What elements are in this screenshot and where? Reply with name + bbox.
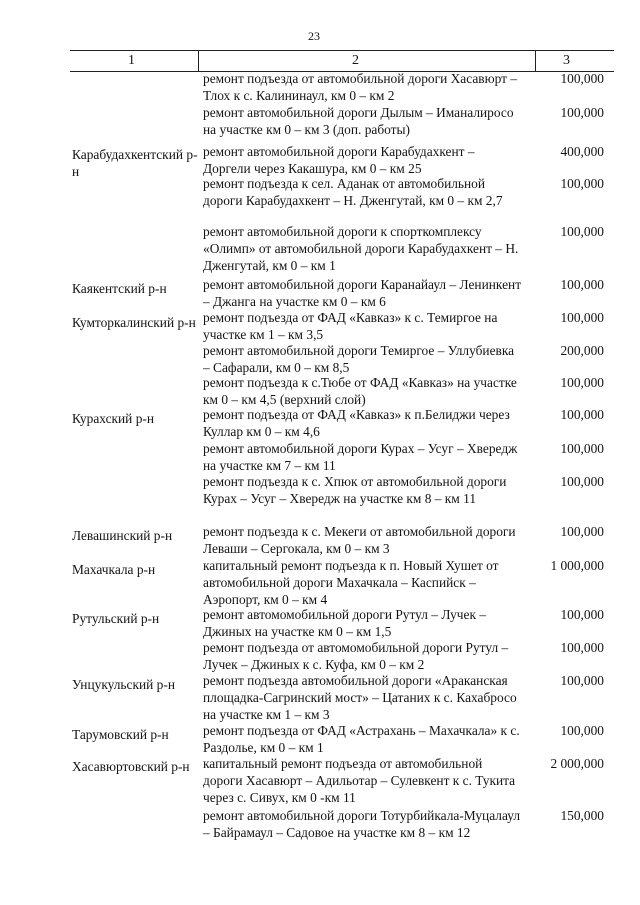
work-description: ремонт подъезда к с. Хпюк от автомобильной дороги Курах – Усуг – Хвередж на участке км 8 – км 11 (203, 474, 507, 506)
amount: 100,000 (560, 640, 604, 655)
district-name: Махачкала р-н (72, 562, 156, 577)
column-divider (535, 51, 536, 71)
work-description: ремонт подъезда к сел. Аданак от автомобильной дороги Карабудахкент – Н. Дженгутай, км 0 – км 2,7 (203, 176, 503, 208)
district-name: Карабудахкентский р-н (72, 147, 198, 179)
work-description: ремонт автомобильной дороги Карабудахкент – Доргели через Какашура, км 0 – км 25 (203, 144, 475, 176)
header-col-1: 1 (128, 53, 135, 68)
amount: 100,000 (560, 474, 604, 489)
work-description: ремонт подъезда от ФАД «Астрахань – Махачкала» к с. Раздолье, км 0 – км 1 (203, 723, 520, 755)
district-name: Курахский р-н (72, 411, 155, 426)
column-divider (198, 51, 199, 71)
amount: 2 000,000 (550, 756, 604, 771)
amount: 100,000 (560, 105, 604, 120)
amount: 100,000 (560, 441, 604, 456)
district-name: Каякентский р-н (72, 281, 167, 296)
table-header (70, 50, 614, 72)
work-description: ремонт автомобильной дороги Курах – Усуг – Хвередж на участке км 7 – км 11 (203, 441, 518, 473)
amount: 100,000 (560, 723, 604, 738)
work-description: ремонт подъезда к с. Мекеги от автомобильной дороги Леваши – Сергокала, км 0 – км 3 (203, 524, 516, 556)
work-description: ремонт подъезда от автомобильной дороги Хасавюрт – Тлох к с. Калининаул, км 0 – км 2 (203, 71, 518, 103)
amount: 100,000 (560, 607, 604, 622)
amount: 100,000 (560, 176, 604, 191)
work-description: ремонт подъезда от автомомобильной дороги Рутул – Лучек – Джиных к с. Куфа, км 0 – км 2 (203, 640, 509, 672)
work-description: ремонт автомомобильной дороги Рутул – Лучек – Джиных на участке км 0 – км 1,5 (203, 607, 487, 639)
work-description: капитальный ремонт подъезда от автомобильной дороги Хасавюрт – Адильотар – Сулевкент к с. Тукита через с. Сивух, км 0 -км 11 (203, 756, 516, 805)
district-name: Кумторкалинский р-н (72, 315, 196, 330)
work-description: ремонт подъезда к с.Тюбе от ФАД «Кавказ» на участке км 0 – км 4,5 (верхний слой) (203, 375, 517, 407)
work-description: ремонт подъезда от ФАД «Кавказ» к п.Белиджи через Куллар км 0 – км 4,6 (203, 407, 510, 439)
district-name: Тарумовский р-н (72, 727, 169, 742)
amount: 100,000 (560, 375, 604, 390)
work-description: ремонт автомобильной дороги Дылым – Иманалиросо на участке км 0 – км 3 (доп. работы) (203, 105, 514, 137)
amount: 100,000 (560, 224, 604, 239)
header-col-3: 3 (563, 53, 570, 68)
work-description: капитальный ремонт подъезда к п. Новый Хушет от автомобильной дороги Махачкала – Каспийск – Аэропорт, км 0 – км 4 (203, 558, 499, 607)
work-description: ремонт автомобильной дороги Каранайаул – Ленинкент – Джанга на участке км 0 – км 6 (203, 277, 522, 309)
amount: 1 000,000 (550, 558, 604, 573)
work-description: ремонт автомобильной дороги Тотурбийкала-Муцалаул – Байрамаул – Садовое на участке км 8 – км 12 (203, 808, 521, 840)
amount: 100,000 (560, 310, 604, 325)
amount: 100,000 (560, 407, 604, 422)
header-col-2: 2 (352, 53, 359, 68)
work-description: ремонт автомобильной дороги к спорткомплексу «Олимп» от автомобильной дороги Карабудахкент – Н. Дженгутай, км 0 – км 1 (203, 224, 519, 273)
work-description: ремонт автомобильной дороги Темиргое – Уллубиевка – Сафарали, км 0 – км 8,5 (203, 343, 515, 375)
amount: 100,000 (560, 277, 604, 292)
amount: 100,000 (560, 524, 604, 539)
amount: 150,000 (560, 808, 604, 823)
amount: 100,000 (560, 71, 604, 86)
district-name: Рутульский р-н (72, 611, 160, 626)
district-name: Унцукульский р-н (72, 677, 175, 692)
amount: 400,000 (560, 144, 604, 159)
amount: 100,000 (560, 673, 604, 688)
district-name: Левашинский р-н (72, 528, 173, 543)
amount: 200,000 (560, 343, 604, 358)
district-name: Хасавюртовский р-н (72, 759, 190, 774)
work-description: ремонт подъезда от ФАД «Кавказ» к с. Темиргое на участке км 1 – км 3,5 (203, 310, 498, 342)
work-description: ремонт подъезда автомобильной дороги «Араканская площадка-Сагринский мост» – Цатаних к с. Кахабросо на участке км 1 – км 3 (203, 673, 517, 722)
page-number: 23 (308, 29, 320, 43)
